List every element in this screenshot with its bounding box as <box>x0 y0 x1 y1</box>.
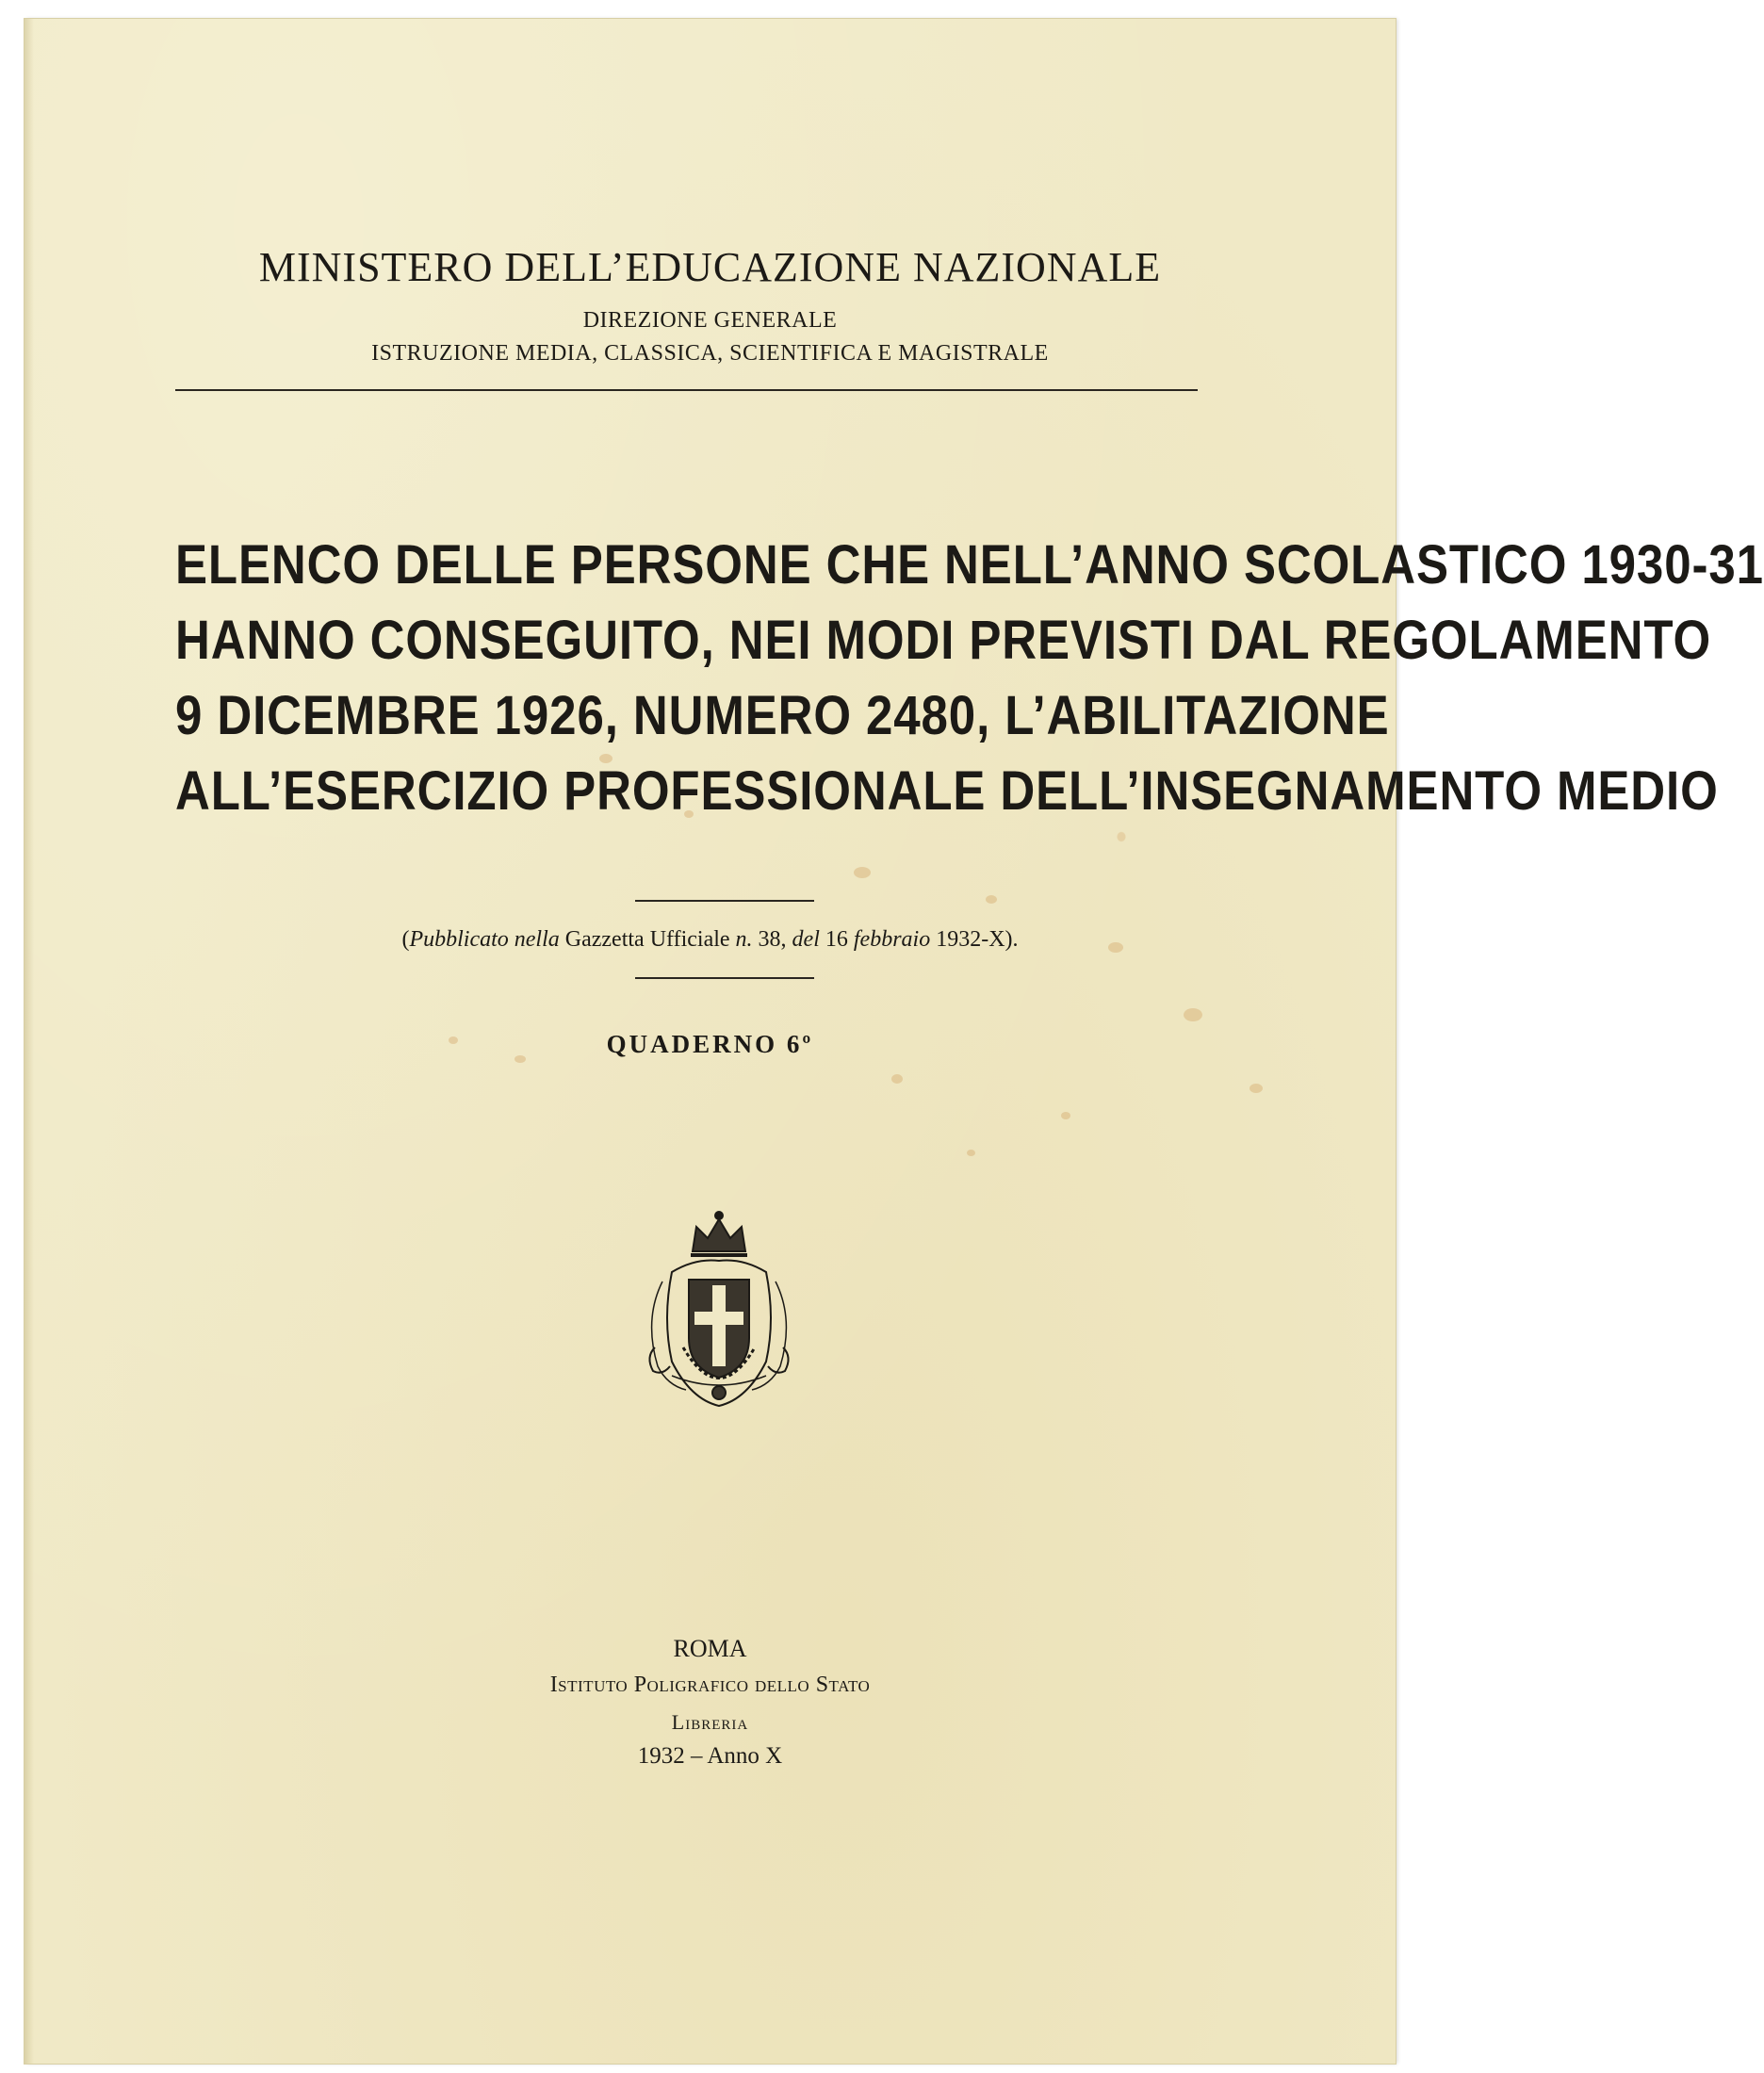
foxing-spot <box>1061 1112 1070 1119</box>
publication-year: 1932-X). <box>930 927 1019 952</box>
ministry-heading: MINISTERO DELL’EDUCAZIONE NAZIONALE <box>258 244 1162 290</box>
imprint-libreria: Libreria <box>671 1710 749 1734</box>
header-divider <box>175 389 1198 391</box>
publication-del: del <box>792 927 820 952</box>
publication-pubblicato: Pubblicato nella <box>409 927 560 952</box>
document-cover <box>24 19 1764 2064</box>
istruzione-heading: ISTRUZIONE MEDIA, CLASSICA, SCIENTIFICA E MAGISTRALE <box>371 341 1049 366</box>
savoy-coat-of-arms-icon <box>634 1206 804 1413</box>
foxing-spot <box>891 1074 903 1084</box>
imprint-publisher: Istituto Poligrafico dello Stato <box>549 1673 871 1697</box>
publication-month: febbraio <box>853 927 931 952</box>
document-title <box>175 528 1764 829</box>
title-line-2: HANNO CONSEGUITO, NEI MODI PREVISTI DAL REGOLAMENTO <box>175 610 1712 671</box>
publication-open: ( <box>401 927 410 952</box>
publication-note <box>24 927 1396 953</box>
foxing-spot <box>967 1150 975 1156</box>
imprint-year: 1932 – Anno X <box>637 1743 783 1769</box>
publication-gazzetta: Gazzetta Ufficiale <box>559 927 736 952</box>
publication-n: n. <box>735 927 753 952</box>
direzione-heading: DIREZIONE GENERALE <box>582 308 838 333</box>
title-line-3: 9 DICEMBRE 1926, NUMERO 2480, L’ABILITAZIONE <box>175 685 1390 746</box>
foxing-spot <box>1184 1008 1202 1021</box>
foxing-spot <box>986 895 997 904</box>
quaderno-label: QUADERNO 6º <box>606 1030 814 1058</box>
divider-below-publication <box>635 977 814 979</box>
divider-above-publication <box>635 900 814 902</box>
publication-day: 16 <box>819 927 854 952</box>
title-line-4: ALL’ESERCIZIO PROFESSIONALE DELL’INSEGNAMENTO MEDIO <box>175 760 1719 822</box>
title-line-1: ELENCO DELLE PERSONE CHE NELL’ANNO SCOLASTICO 1930-31 <box>175 534 1764 596</box>
foxing-spot <box>854 867 871 878</box>
imprint-city: ROMA <box>673 1635 747 1662</box>
publication-num: 38, <box>752 927 792 952</box>
foxing-spot <box>1250 1084 1263 1093</box>
